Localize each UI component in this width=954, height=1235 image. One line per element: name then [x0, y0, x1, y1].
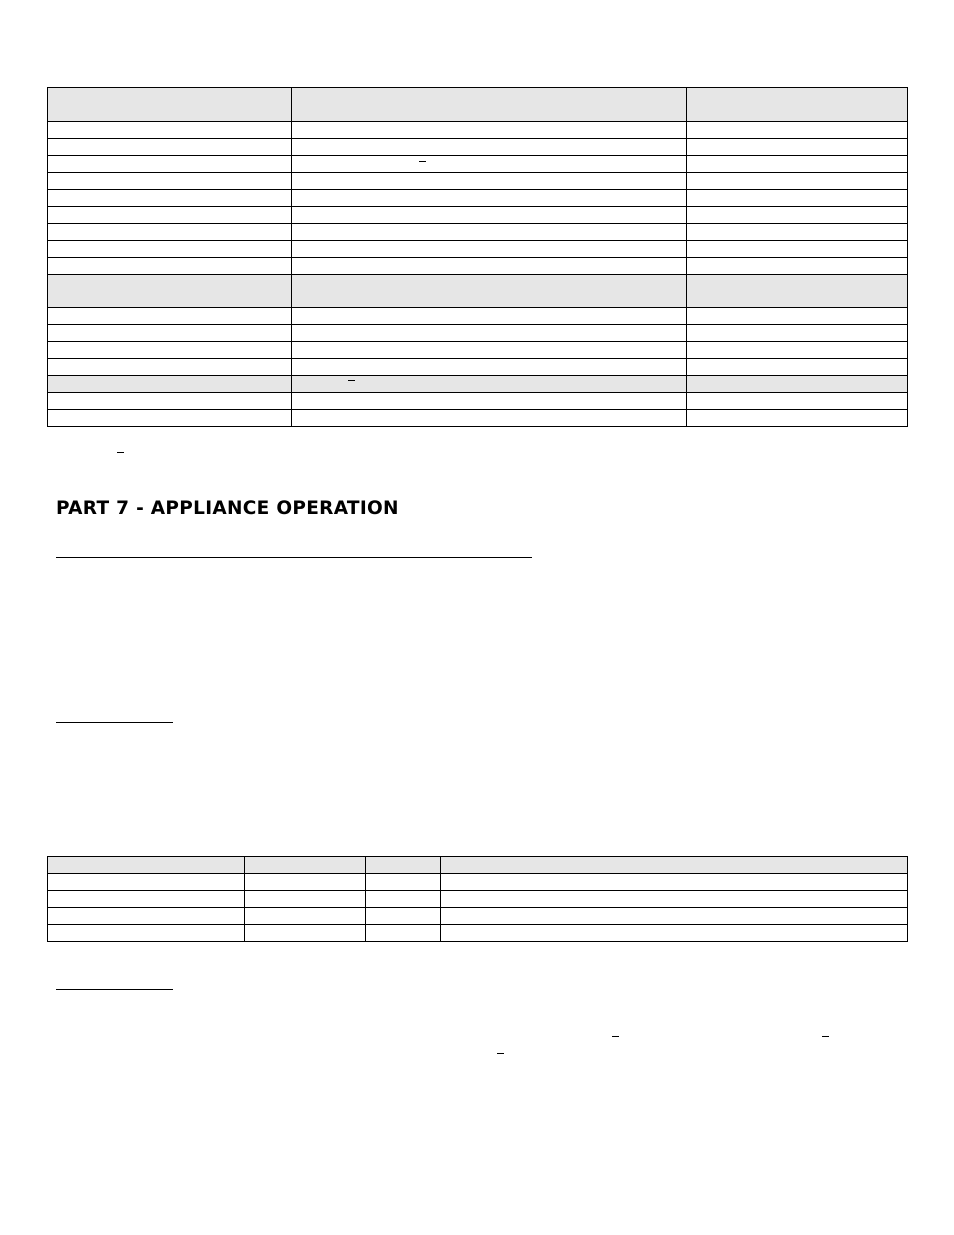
table-row [48, 325, 908, 342]
table-row [48, 224, 908, 241]
section-title: PART 7 - APPLIANCE OPERATION [56, 498, 399, 519]
table-row [48, 258, 908, 275]
table-row [48, 173, 908, 190]
table-subheader-row [48, 275, 908, 308]
heading-underline [56, 557, 532, 558]
table-row [48, 410, 908, 427]
table-row [48, 925, 908, 942]
operation-table [47, 856, 908, 942]
settings-table [47, 87, 908, 427]
dash-mark [497, 1053, 504, 1054]
table-row [48, 891, 908, 908]
table-row [48, 393, 908, 410]
table-row [48, 156, 908, 173]
table-row [48, 359, 908, 376]
subheading-underline [56, 989, 173, 990]
dash-mark [612, 1036, 619, 1037]
subheading-underline [56, 722, 173, 723]
table-row [48, 308, 908, 325]
table-row [48, 139, 908, 156]
table-row [48, 122, 908, 139]
table-shaded-row [48, 376, 908, 393]
table-row [48, 874, 908, 891]
table-header-row [48, 857, 908, 874]
table-row [48, 207, 908, 224]
table-header-row [48, 88, 908, 122]
dash-mark [822, 1036, 829, 1037]
dash-mark [419, 161, 426, 162]
table-row [48, 241, 908, 258]
table-row [48, 342, 908, 359]
table-row [48, 190, 908, 207]
dash-mark [348, 380, 355, 381]
dash-mark [117, 452, 124, 453]
table-row [48, 908, 908, 925]
